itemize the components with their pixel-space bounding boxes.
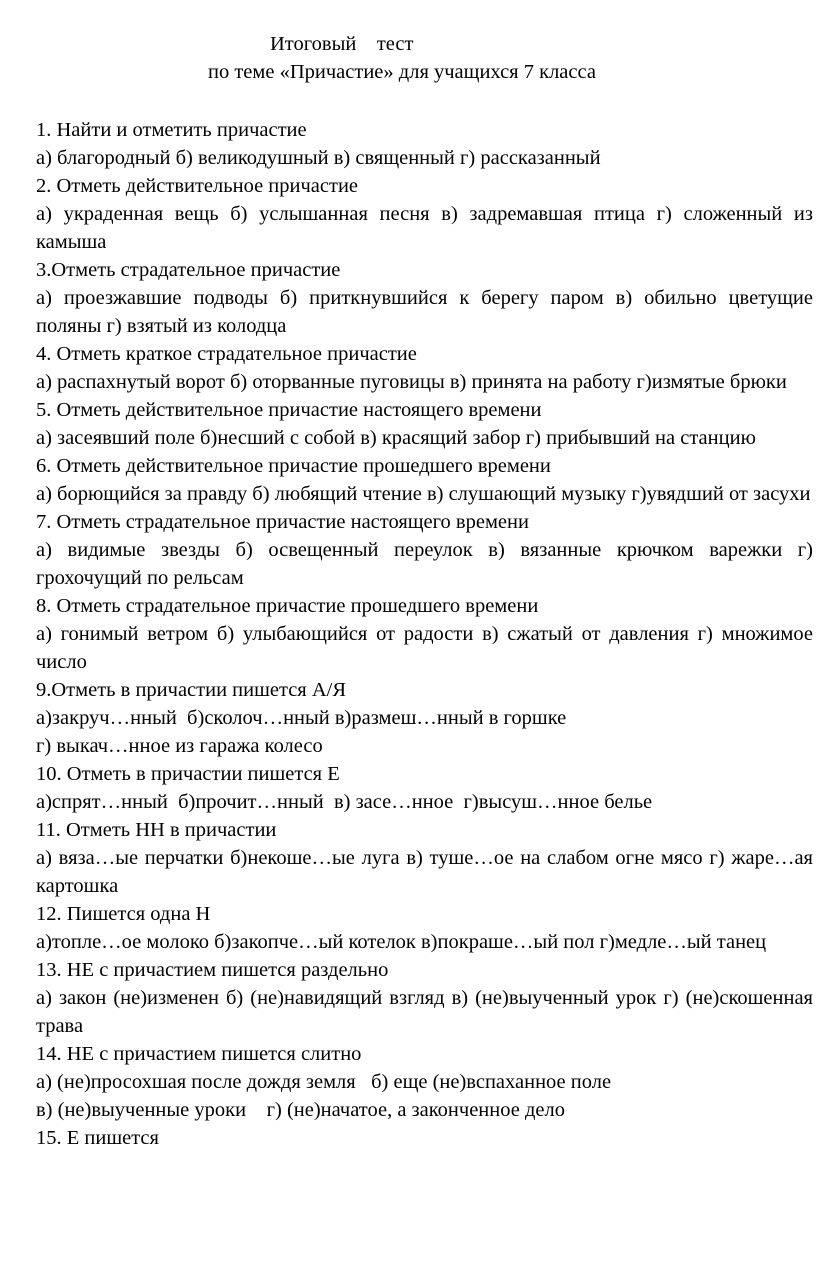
question-9: 9.Отметь в причастии пишется А/Я xyxy=(36,679,347,701)
title-line-2: по теме «Причастие» для учащихся 7 класса xyxy=(208,61,596,83)
question-11: 11. Отметь НН в причастии xyxy=(36,819,277,841)
answers-9-line-2: г) выкач…нное из гаража колесо xyxy=(36,735,323,757)
question-4: 4. Отметь краткое страдательное причастие xyxy=(36,343,417,365)
question-8: 8. Отметь страдательное причастие прошедшего времени xyxy=(36,595,539,617)
question-3: 3.Отметь страдательное причастие xyxy=(36,259,341,281)
answers-6: а) борющийся за правду б) любящий чтение в) слушающий музыку г)увядший от засухи xyxy=(36,483,811,505)
question-7: 7. Отметь страдательное причастие настоящего времени xyxy=(36,511,529,533)
question-12: 12. Пишется одна Н xyxy=(36,903,211,925)
question-10: 10. Отметь в причастии пишется Е xyxy=(36,763,340,785)
answers-13: а) закон (не)изменен б) (не)навидящий взгляд в) (не)выученный урок г) (не)скошенная трава xyxy=(36,987,813,1037)
answers-5: а) засеявший поле б)несший с собой в) красящий забор г) прибывший на станцию xyxy=(36,427,756,449)
question-15: 15. Е пишется xyxy=(36,1127,159,1149)
answers-11: а) вяза…ые перчатки б)некоше…ые луга в) туше…ое на слабом огне мясо г) жаре…ая картошка xyxy=(36,847,813,897)
answers-4: а) распахнутый ворот б) оторванные пуговицы в) принята на работу г)измятые брюки xyxy=(36,371,787,393)
answers-14-line-2: в) (не)выученные уроки г) (не)начатое, а законченное дело xyxy=(36,1099,565,1121)
answers-8: а) гонимый ветром б) улыбающийся от радости в) сжатый от давления г) множимое число xyxy=(36,623,813,673)
answers-14-line-1: а) (не)просохшая после дождя земля б) еще (не)вспаханное поле xyxy=(36,1071,612,1093)
answers-9-line-1: а)закруч…нный б)сколоч…нный в)размеш…нный в горшке xyxy=(36,707,567,729)
question-5: 5. Отметь действительное причастие настоящего времени xyxy=(36,399,542,421)
answers-12: а)топле…ое молоко б)закопче…ый котелок в)покраше…ый пол г)медле…ый танец xyxy=(36,931,767,953)
question-1: 1. Найти и отметить причастие xyxy=(36,119,307,141)
answers-2: а) украденная вещь б) услышанная песня в) задремавшая птица г) сложенный из камыша xyxy=(36,203,813,253)
question-14: 14. НЕ с причастием пишется слитно xyxy=(36,1043,362,1065)
title-line-1: Итоговый тест xyxy=(270,33,414,55)
answers-1: а) благородный б) великодушный в) священный г) рассказанный xyxy=(36,147,601,169)
answers-10: а)спрят…нный б)прочит…нный в) засе…нное г)высуш…нное белье xyxy=(36,791,653,813)
question-6: 6. Отметь действительное причастие прошедшего времени xyxy=(36,455,551,477)
answers-3: а) проезжавшие подводы б) приткнувшийся к берегу паром в) обильно цветущие поляны г) взятый из колодца xyxy=(36,287,813,337)
question-13: 13. НЕ с причастием пишется раздельно xyxy=(36,959,389,981)
question-2: 2. Отметь действительное причастие xyxy=(36,175,359,197)
answers-7: а) видимые звезды б) освещенный переулок в) вязанные крючком варежки г) грохочущий по рельсам xyxy=(36,539,813,589)
